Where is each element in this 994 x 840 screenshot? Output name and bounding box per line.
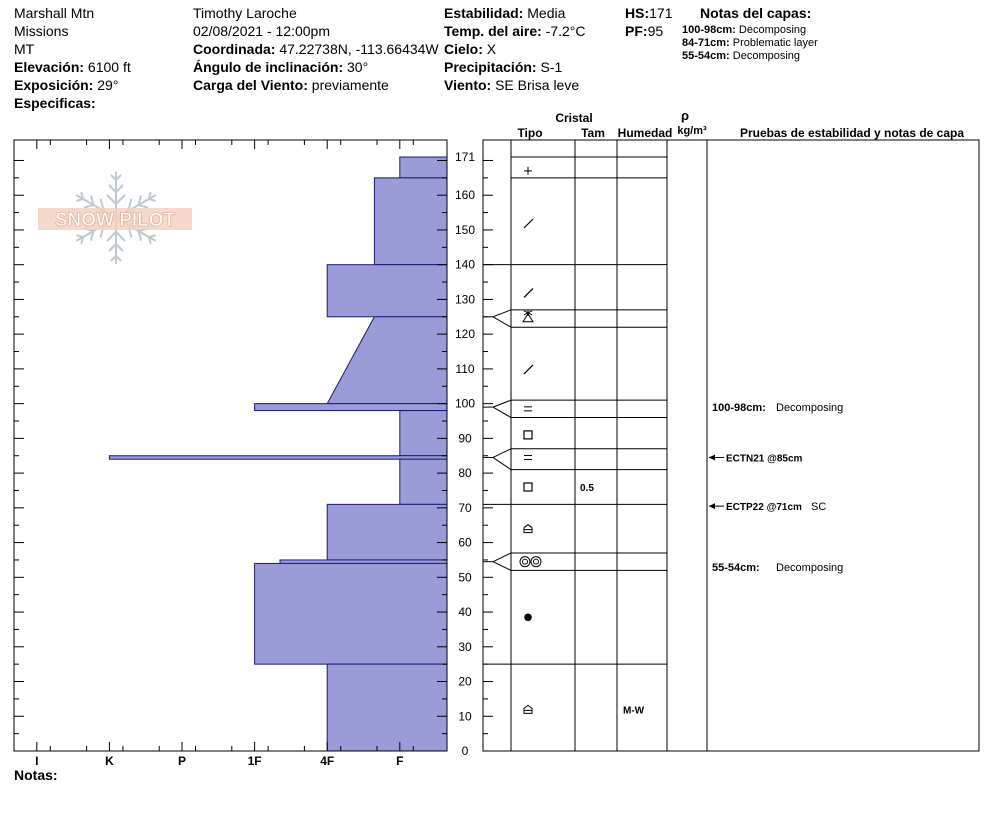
slope-angle: Ángulo de inclinación: 30° bbox=[193, 59, 369, 75]
depth-tick-label: 140 bbox=[454, 257, 476, 272]
test-text: Decomposing bbox=[776, 402, 844, 415]
depth-tick-label: 130 bbox=[454, 292, 476, 307]
depth-tick-label: 171 bbox=[454, 150, 476, 164]
layer-note: 100-98cm: Decomposing bbox=[682, 24, 807, 36]
depth-tick-label: 70 bbox=[458, 500, 472, 515]
stability-tests bbox=[709, 402, 843, 574]
flake-barb bbox=[116, 232, 125, 241]
table-frame bbox=[483, 140, 979, 751]
crystal-table-header bbox=[517, 108, 964, 140]
layer-note: 84-71cm: Problematic layer bbox=[682, 37, 818, 49]
crystal-symbol bbox=[520, 557, 530, 567]
test-label: 100-98cm: bbox=[712, 402, 766, 415]
col-tipo: Tipo bbox=[517, 126, 543, 140]
fan-line bbox=[493, 457, 511, 469]
snow-height: HS:171 bbox=[625, 5, 673, 21]
depth-tick-label: 10 bbox=[458, 709, 472, 724]
test-label: 55-54cm: bbox=[712, 561, 760, 574]
wind: Viento: SE Brisa leve bbox=[444, 77, 580, 93]
col-cristal: Cristal bbox=[555, 111, 593, 125]
flake-barb bbox=[107, 232, 116, 241]
stability: Estabilidad: Media bbox=[444, 5, 566, 21]
depth-tick-label: 110 bbox=[455, 361, 475, 376]
crystal-size: 0.5 bbox=[580, 483, 594, 494]
depth-tick-label: 60 bbox=[458, 535, 472, 550]
depth-tick-label: 40 bbox=[458, 605, 472, 620]
hardness-bar bbox=[400, 411, 447, 456]
crystal-symbol bbox=[524, 310, 532, 316]
hardness-bar bbox=[255, 404, 447, 411]
fan-line bbox=[493, 310, 511, 317]
coordinates: Coordinada: 47.22738N, -113.66434W bbox=[193, 41, 439, 57]
flake-barb bbox=[107, 195, 116, 204]
depth-tick-label: 120 bbox=[454, 327, 476, 342]
layer-notes-title: Notas del capas: bbox=[700, 5, 812, 21]
flake-barb bbox=[116, 195, 125, 204]
hardness-bar bbox=[327, 664, 447, 751]
foot-penetration: PF:95 bbox=[625, 23, 664, 39]
depth-tick-label: 30 bbox=[458, 639, 472, 654]
col-tests: Pruebas de estabilidad y notas de capa bbox=[739, 126, 965, 140]
observer: Timothy Laroche bbox=[193, 5, 297, 21]
fan-line bbox=[493, 400, 511, 407]
depth-tick-label: 90 bbox=[458, 431, 472, 446]
flake-barb bbox=[109, 244, 116, 251]
datetime: 02/08/2021 - 12:00pm bbox=[193, 23, 330, 39]
flake-barb bbox=[135, 195, 145, 205]
hardness-tick-label: I bbox=[35, 754, 39, 768]
depth-tick-label: 160 bbox=[454, 188, 476, 203]
crystal-symbol bbox=[531, 557, 541, 567]
fan-line bbox=[493, 317, 511, 327]
flake-barb bbox=[135, 231, 145, 241]
logo-text: SNOW PILOT bbox=[54, 210, 176, 231]
col-density-unit: kg/m³ bbox=[677, 125, 707, 137]
hardness-bar bbox=[327, 317, 447, 404]
crystal-symbol bbox=[524, 365, 533, 374]
hardness-bar bbox=[327, 504, 447, 560]
layer-note: 55-54cm: Decomposing bbox=[682, 50, 801, 62]
test-arrowhead bbox=[709, 454, 715, 460]
location-line-3: MT bbox=[14, 41, 35, 57]
test-arrowhead bbox=[709, 503, 715, 509]
crystal-table-content bbox=[520, 167, 645, 716]
fan-line bbox=[493, 449, 511, 458]
depth-tick-label: 80 bbox=[458, 466, 472, 481]
flake-barb bbox=[116, 185, 123, 192]
hardness-tick-label: K bbox=[105, 754, 114, 768]
hardness-tick-label: P bbox=[178, 754, 187, 768]
test-label: ECTP22 @71cm bbox=[726, 502, 802, 514]
depth-tick-label: 50 bbox=[458, 570, 472, 585]
fan-line bbox=[493, 562, 511, 571]
wind-load: Carga del Viento: previamente bbox=[193, 77, 389, 93]
hardness-bar bbox=[280, 560, 447, 563]
specifics: Especificas: bbox=[14, 95, 96, 111]
depth-tick-label: 0 bbox=[461, 744, 469, 758]
crystal-symbol bbox=[524, 705, 532, 713]
crystal-symbol bbox=[524, 219, 533, 228]
depth-tick-label: 100 bbox=[454, 396, 476, 411]
crystal-symbol bbox=[523, 559, 528, 564]
hardness-bar bbox=[109, 456, 447, 459]
crystal-symbol bbox=[524, 431, 532, 439]
hardness-bar bbox=[255, 563, 447, 664]
snowpilot-logo bbox=[38, 172, 192, 264]
notes-label: Notas: bbox=[14, 767, 58, 783]
hardness-tick-label: 4F bbox=[320, 754, 335, 768]
crystal-symbol bbox=[524, 613, 532, 621]
col-rho: ρ bbox=[680, 108, 690, 123]
aspect: Exposición: 29° bbox=[14, 77, 119, 93]
location-line-1: Marshall Mtn bbox=[14, 5, 95, 21]
location-line-2: Missions bbox=[14, 23, 69, 39]
elevation: Elevación: 6100 ft bbox=[14, 59, 131, 75]
crystal-table bbox=[483, 140, 979, 751]
hardness-bars bbox=[109, 157, 447, 751]
fan-line bbox=[493, 553, 511, 562]
test-text: Decomposing bbox=[776, 561, 844, 574]
flake-barb bbox=[87, 231, 97, 241]
hardness-bar bbox=[400, 459, 447, 504]
depth-tick-label: 20 bbox=[458, 674, 472, 689]
crystal-symbol bbox=[524, 483, 532, 491]
fan-line bbox=[493, 407, 511, 417]
flake-barb bbox=[109, 185, 116, 192]
col-humedad: Humedad bbox=[617, 126, 673, 140]
col-tam: Tam bbox=[581, 126, 605, 140]
precipitation: Precipitación: S-1 bbox=[444, 59, 563, 75]
crystal-symbol bbox=[524, 288, 533, 297]
flake-barb bbox=[116, 244, 123, 251]
sky: Cielo: X bbox=[444, 41, 497, 57]
test-label: ECTN21 @85cm bbox=[726, 453, 803, 465]
hardness-tick-label: 1F bbox=[247, 754, 262, 768]
crystal-moisture: M-W bbox=[623, 705, 645, 717]
air-temp: Temp. del aire: -7.2°C bbox=[444, 23, 586, 39]
depth-tick-label: 150 bbox=[454, 222, 476, 237]
test-text: SC bbox=[811, 501, 827, 514]
crystal-symbol bbox=[534, 559, 539, 564]
hardness-bar bbox=[327, 265, 447, 317]
hardness-bar bbox=[374, 178, 447, 265]
hardness-tick-label: F bbox=[396, 754, 404, 768]
crystal-symbol bbox=[524, 525, 532, 533]
flake-barb bbox=[87, 195, 97, 205]
